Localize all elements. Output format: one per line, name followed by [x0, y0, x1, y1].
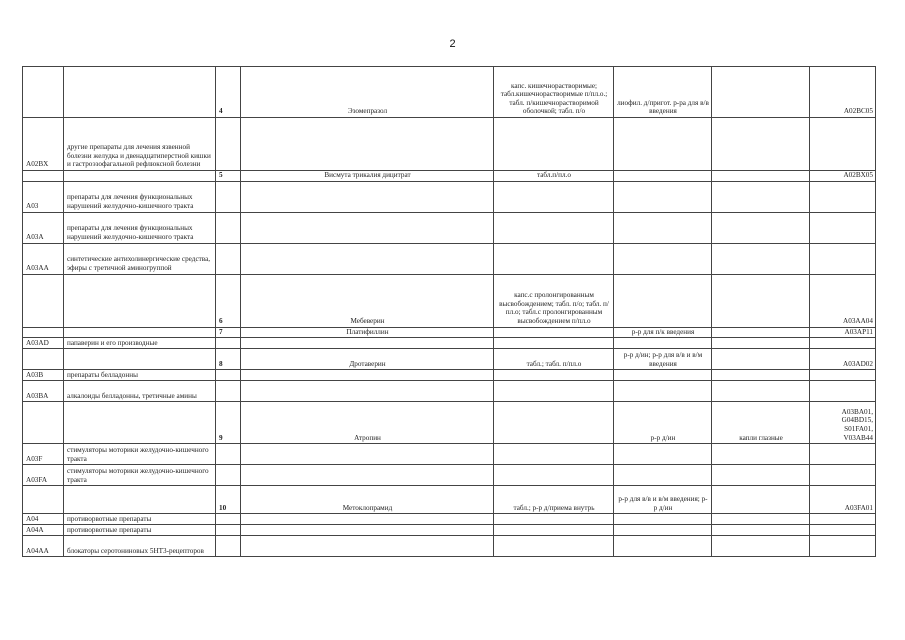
cell-num	[216, 381, 241, 402]
cell-form	[494, 402, 614, 444]
table-row	[23, 402, 876, 444]
cell-name	[241, 381, 494, 402]
cell-num: 4	[216, 67, 241, 118]
cell-num	[216, 514, 241, 525]
cell-code: A03BA	[23, 381, 64, 402]
cell-form2	[614, 212, 712, 243]
cell-form2	[614, 536, 712, 557]
table-row	[23, 486, 876, 514]
cell-form3	[712, 171, 810, 182]
cell-num	[216, 370, 241, 381]
cell-num	[216, 338, 241, 349]
cell-form3	[712, 274, 810, 327]
table-row	[23, 181, 876, 212]
drug-table	[22, 66, 876, 557]
cell-num: 6	[216, 274, 241, 327]
cell-group	[64, 486, 216, 514]
cell-group: другие препараты для лечения язвенной болезни желудка и двенадцатиперстной кишки и гастроэзофагальной рефлюксной болезни	[64, 118, 216, 171]
table-row	[23, 274, 876, 327]
cell-form	[494, 243, 614, 274]
cell-form2	[614, 181, 712, 212]
cell-group: препараты белладонны	[64, 370, 216, 381]
cell-name: Висмута трикалия дицитрат	[241, 171, 494, 182]
cell-group	[64, 171, 216, 182]
cell-form2: р-р д/ин	[614, 402, 712, 444]
cell-name	[241, 525, 494, 536]
cell-atc: A02BX05	[810, 171, 876, 182]
cell-code: A04A	[23, 525, 64, 536]
cell-name	[241, 212, 494, 243]
cell-name: Эзомепразол	[241, 67, 494, 118]
cell-form	[494, 465, 614, 486]
cell-form2: р-р для в/в и в/м введения; р-р д/ин	[614, 486, 712, 514]
cell-code	[23, 349, 64, 370]
cell-group: блокаторы серотониновых 5HT3-рецепторов	[64, 536, 216, 557]
cell-form3	[712, 486, 810, 514]
cell-atc: A03AA04	[810, 274, 876, 327]
table-row	[23, 370, 876, 381]
cell-group	[64, 327, 216, 338]
cell-atc: A03AP11	[810, 327, 876, 338]
table-row	[23, 118, 876, 171]
cell-group	[64, 67, 216, 118]
cell-form	[494, 536, 614, 557]
cell-num	[216, 243, 241, 274]
cell-atc	[810, 444, 876, 465]
cell-atc	[810, 243, 876, 274]
table-row	[23, 381, 876, 402]
cell-form2: р-р д/ин; р-р для в/в и в/м введения	[614, 349, 712, 370]
cell-code: A03AA	[23, 243, 64, 274]
cell-code: A03F	[23, 444, 64, 465]
cell-num	[216, 465, 241, 486]
table-row	[23, 338, 876, 349]
cell-atc: A02BC05	[810, 67, 876, 118]
cell-num	[216, 212, 241, 243]
table-row	[23, 465, 876, 486]
cell-name	[241, 536, 494, 557]
cell-group: стимуляторы моторики желудочно-кишечного тракта	[64, 444, 216, 465]
cell-name: Платифиллин	[241, 327, 494, 338]
cell-form	[494, 444, 614, 465]
cell-form	[494, 514, 614, 525]
cell-form	[494, 181, 614, 212]
cell-form2	[614, 514, 712, 525]
cell-form3: капли глазные	[712, 402, 810, 444]
cell-form3	[712, 525, 810, 536]
cell-atc	[810, 212, 876, 243]
cell-form	[494, 381, 614, 402]
cell-form2	[614, 171, 712, 182]
cell-num	[216, 118, 241, 171]
cell-code	[23, 402, 64, 444]
cell-code	[23, 171, 64, 182]
table-row	[23, 514, 876, 525]
cell-form3	[712, 536, 810, 557]
cell-group: препараты для лечения функциональных нарушений желудочно-кишечного тракта	[64, 212, 216, 243]
cell-atc	[810, 181, 876, 212]
cell-form	[494, 118, 614, 171]
cell-code	[23, 486, 64, 514]
cell-code: A03FA	[23, 465, 64, 486]
cell-form3	[712, 444, 810, 465]
cell-name	[241, 118, 494, 171]
cell-code: A03A	[23, 212, 64, 243]
cell-num	[216, 444, 241, 465]
table-row	[23, 67, 876, 118]
cell-name	[241, 514, 494, 525]
cell-name	[241, 338, 494, 349]
cell-num	[216, 525, 241, 536]
cell-code	[23, 274, 64, 327]
cell-form2	[614, 444, 712, 465]
cell-form2	[614, 243, 712, 274]
cell-form3	[712, 349, 810, 370]
cell-code: A03AD	[23, 338, 64, 349]
cell-atc: A03FA01	[810, 486, 876, 514]
cell-num	[216, 536, 241, 557]
cell-num: 5	[216, 171, 241, 182]
cell-code: A03B	[23, 370, 64, 381]
cell-atc	[810, 381, 876, 402]
cell-code	[23, 67, 64, 118]
cell-atc	[810, 370, 876, 381]
cell-form3	[712, 67, 810, 118]
page-number: 2	[449, 38, 456, 50]
cell-form2	[614, 274, 712, 327]
cell-group	[64, 274, 216, 327]
cell-group	[64, 349, 216, 370]
cell-group: противорвотные препараты	[64, 514, 216, 525]
cell-group: стимуляторы моторики желудочно-кишечного тракта	[64, 465, 216, 486]
cell-form2	[614, 338, 712, 349]
cell-form2: р-р для п/к введения	[614, 327, 712, 338]
table-row	[23, 171, 876, 182]
cell-form2	[614, 370, 712, 381]
cell-form: капс. кишечнорастворимые; табл.кишечнорастворимые п/пл.о.; табл. п/кишечнорастворимой оболочкой; табл. п/о	[494, 67, 614, 118]
cell-num: 7	[216, 327, 241, 338]
cell-form3	[712, 465, 810, 486]
cell-group: синтетические антихолинергические средства, эфиры с третичной аминогруппой	[64, 243, 216, 274]
cell-atc	[810, 514, 876, 525]
cell-form3	[712, 370, 810, 381]
cell-form: табл.; табл. п/пл.о	[494, 349, 614, 370]
cell-name	[241, 444, 494, 465]
cell-group: папаверин и его производные	[64, 338, 216, 349]
table-row	[23, 349, 876, 370]
cell-form3	[712, 327, 810, 338]
cell-form: табл.; р-р д/приема внутрь	[494, 486, 614, 514]
cell-code: A04	[23, 514, 64, 525]
cell-name	[241, 243, 494, 274]
cell-form3	[712, 243, 810, 274]
cell-form3	[712, 381, 810, 402]
cell-name: Метоклопрамид	[241, 486, 494, 514]
cell-atc	[810, 536, 876, 557]
cell-name	[241, 465, 494, 486]
cell-name	[241, 181, 494, 212]
cell-atc	[810, 525, 876, 536]
cell-form: капс.с пролонгированным высвобождением; табл. п/о; табл. п/пл.о; табл.с пролонгированным высвобождением п/пл.о	[494, 274, 614, 327]
cell-group: алкалоиды белладонны, третичные амины	[64, 381, 216, 402]
cell-form2	[614, 465, 712, 486]
cell-form2: лиофил. д/пригот. р-ра для в/в введения	[614, 67, 712, 118]
cell-group: противорвотные препараты	[64, 525, 216, 536]
cell-num	[216, 181, 241, 212]
table-row	[23, 525, 876, 536]
cell-num: 9	[216, 402, 241, 444]
cell-form	[494, 525, 614, 536]
cell-form2	[614, 525, 712, 536]
cell-atc: A03AD02	[810, 349, 876, 370]
cell-code	[23, 327, 64, 338]
table-row	[23, 327, 876, 338]
cell-atc	[810, 465, 876, 486]
table-row	[23, 212, 876, 243]
cell-form2	[614, 381, 712, 402]
cell-form3	[712, 212, 810, 243]
cell-form3	[712, 118, 810, 171]
cell-group: препараты для лечения функциональных нарушений желудочно-кишечного тракта	[64, 181, 216, 212]
cell-name	[241, 370, 494, 381]
cell-name: Дротаверин	[241, 349, 494, 370]
cell-atc	[810, 338, 876, 349]
table-row	[23, 444, 876, 465]
cell-num: 8	[216, 349, 241, 370]
cell-code: A04AA	[23, 536, 64, 557]
cell-code: A02BX	[23, 118, 64, 171]
cell-atc	[810, 118, 876, 171]
cell-group	[64, 402, 216, 444]
cell-form: табл.п/пл.о	[494, 171, 614, 182]
cell-name: Атропин	[241, 402, 494, 444]
cell-form3	[712, 514, 810, 525]
cell-form	[494, 212, 614, 243]
cell-atc: A03BA01, G04BD15, S01FA01, V03AB44	[810, 402, 876, 444]
cell-form	[494, 338, 614, 349]
table-row	[23, 536, 876, 557]
cell-form3	[712, 338, 810, 349]
cell-name: Мебеверин	[241, 274, 494, 327]
table-row	[23, 243, 876, 274]
cell-form	[494, 370, 614, 381]
cell-code: A03	[23, 181, 64, 212]
cell-form	[494, 327, 614, 338]
cell-form2	[614, 118, 712, 171]
cell-num: 10	[216, 486, 241, 514]
cell-form3	[712, 181, 810, 212]
